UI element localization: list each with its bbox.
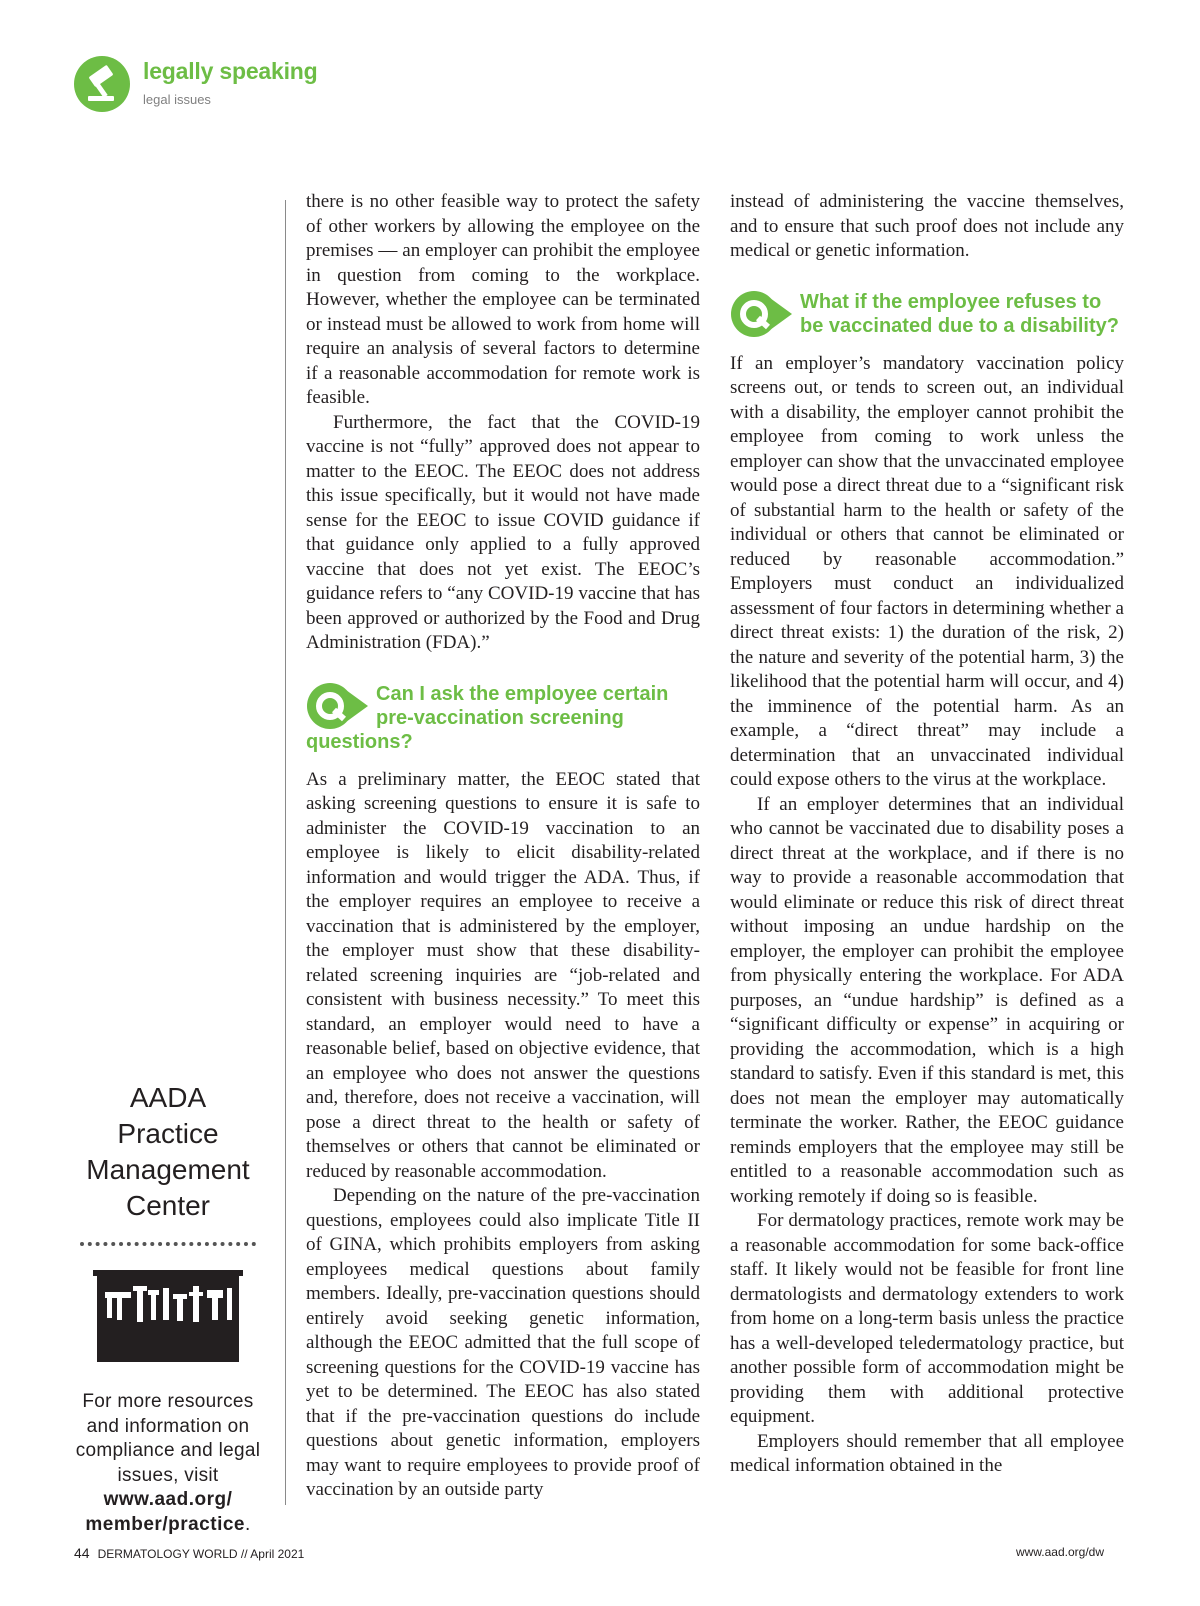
sidebar-title-line: Center (125, 1190, 211, 1221)
section-subtitle: legal issues (143, 92, 211, 107)
paragraph: For dermatology practices, remote work may be a reasonable accommodation for some back-office staff. It likely would not be feasible for front line dermatologists and dermatology extenders to work from home on a long-term basis unless the practice has a well-developed teledermatology practice, but another possible form of accommodation might be providing them with additional protective equipment. (730, 1210, 1124, 1427)
vertical-rule (285, 200, 286, 1505)
section-logo (74, 56, 130, 112)
article-column-2 (730, 190, 1124, 1479)
question-q-icon (730, 290, 794, 338)
sidebar-title-line: Practice (117, 1118, 219, 1149)
paragraph: Depending on the nature of the pre-vaccination questions, employees could also implicate Title II of GINA, which prohibits employers from asking employees medical questions about family members. Ideally, pre-vaccination questions should entirely avoid seeking genetic information, although the EEOC admitted that the full scope of screening questions for the COVID-19 vaccine has yet to be determined. The EEOC has also stated that if the pre-vaccination questions do include questions about genetic information, employers may want to require employees to provide proof of vaccination by an outside party (306, 1185, 700, 1500)
gavel-icon (74, 56, 130, 112)
sidebar-title (64, 1080, 272, 1224)
paragraph: there is no other feasible way to protect the safety of other workers by allowing the employee on the premises — an employer can prohibit the employee in question from coming to the workplace. However, whether the employee can be terminated or instead must be allowed to work from home will require an analysis of several factors to determine if a reasonable accommodation for remote work is feasible. (306, 191, 700, 408)
link-line-2: member/practice (85, 1513, 245, 1535)
footer-url: www.aad.org/dw (1015, 1545, 1104, 1559)
practice-resources-link[interactable] (85, 1489, 245, 1535)
footer-left (74, 1545, 304, 1561)
sidebar-title-line: Management (86, 1154, 250, 1185)
sidebar-title-line: AADA (129, 1082, 207, 1113)
question-heading (730, 290, 1124, 338)
page-number: 44 (74, 1545, 90, 1561)
paragraph: instead of administering the vaccine themselves, and to ensure that such proof does not include any medical or genetic information. (730, 191, 1124, 261)
sidebar-text (64, 1390, 272, 1537)
publication-line: DERMATOLOGY WORLD // April 2021 (97, 1547, 305, 1561)
question-q-icon (306, 682, 370, 730)
question-text: Can I ask the employee certain pre-vaccination screening questions? (306, 682, 669, 753)
question-text: What if the employee refuses to be vaccinated due to a disability? (800, 290, 1119, 337)
link-line-1: www.aad.org/ (103, 1489, 233, 1510)
dotted-divider (80, 1242, 256, 1246)
paragraph: Employers should remember that all employee medical information obtained in the (730, 1430, 1124, 1476)
sidebar-description: For more resources and information on compliance and legal issues, visit (75, 1391, 261, 1486)
paragraph: If an employer determines that an individual who cannot be vaccinated due to disability poses a direct threat at the workplace, and if there is no way to provide a reasonable accommodation that would eliminate or reduce this risk of direct threat without imposing an undue hardship on the employer, the employer can prohibit the employee from physically entering the workplace. For ADA purposes, an “undue hardship” is defined as a “significant difficulty or expense” in acquiring or providing the accommodation, which is a high standard to satisfy. Even if this standard is met, this does not mean the employer may automatically terminate the worker. Rather, the EEOC guidance reminds employers that the employee may still be entitled to a reasonable accommodation such as working remotely if doing so is feasible. (730, 793, 1124, 1207)
paragraph: As a preliminary matter, the EEOC stated that asking screening questions to ensure it is safe to administer the COVID-19 vaccination to an employee is likely to elicit disability-related information and would trigger the ADA. Thus, if the employer requires an employee to receive a vaccination that is administered by the employer, the employer must show that these disability-related screening inquiries are “job-related and consistent with business necessity.” To meet this standard, an employer would need to have a reasonable belief, based on objective evidence, that an employee who does not answer the questions and, therefore, does not receive a vaccination, will pose a direct threat to the health or safety of themselves or others that cannot be eliminated or reduced by reasonable accommodation. (306, 768, 700, 1182)
toolbox-icon (93, 1264, 243, 1364)
article-column-1 (306, 190, 700, 1503)
section-title: legally speaking (143, 58, 318, 84)
paragraph: Furthermore, the fact that the COVID-19 vaccine is not “fully” approved does not appear to matter to the EEOC. The EEOC does not address this issue specifically, but it would not have made sense for the EEOC to issue COVID guidance if that guidance only applied to a fully approved vaccine that does not yet exist. The EEOC’s guidance refers to “any COVID-19 vaccine that has been approved or authorized by the Food and Drug Administration (FDA).” (306, 411, 700, 653)
link-suffix: . (244, 1513, 251, 1535)
question-heading (306, 682, 700, 754)
paragraph: If an employer’s mandatory vaccination policy screens out, or tends to screen out, an individual with a disability, the employer cannot prohibit the employee from coming to work unless the employer can show that the unvaccinated employee would pose a direct threat due to a “significant risk of substantial harm to the health or safety of the individual or others that cannot be eliminated or reduced by reasonable accommodation.” Employers must conduct an individualized assessment of four factors in determining whether a direct threat exists: 1) the duration of the risk, 2) the nature and severity of the potential harm, 3) the likelihood that the potential harm will occur, and 4) the imminence of the potential harm. As an example, a “direct threat” may include a determination that an unvaccinated individual could expose others to the virus at the workplace. (730, 352, 1124, 790)
sidebar-box (64, 1080, 272, 1537)
